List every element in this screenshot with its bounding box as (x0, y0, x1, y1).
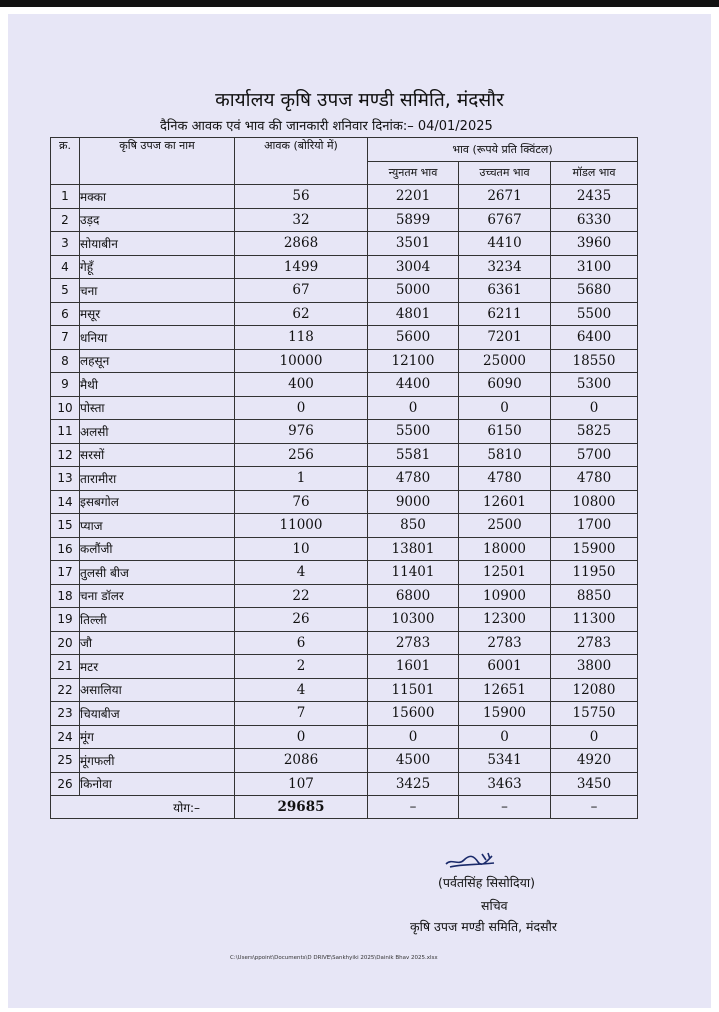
row-arrival: 107 (235, 772, 368, 796)
row-arrival: 2 (235, 655, 368, 679)
top-black-bar (0, 0, 719, 7)
row-min-price: 5581 (368, 443, 459, 467)
row-crop-name: पोस्ता (80, 396, 235, 420)
table-row (51, 608, 638, 632)
row-max-price: 6361 (459, 279, 551, 303)
row-modal-price: 5700 (551, 443, 638, 467)
table-row (51, 678, 638, 702)
row-min-price: 4801 (368, 302, 459, 326)
row-max-price: 2671 (459, 185, 551, 209)
row-crop-name: तुलसी बीज (80, 561, 235, 585)
row-sn: 25 (51, 749, 80, 773)
row-crop-name: मक्का (80, 185, 235, 209)
total-modal: – (551, 796, 638, 819)
row-arrival: 62 (235, 302, 368, 326)
row-max-price: 6150 (459, 420, 551, 444)
mandi-price-table (50, 137, 638, 819)
row-min-price: 3425 (368, 772, 459, 796)
row-crop-name: मूंग (80, 725, 235, 749)
row-sn: 11 (51, 420, 80, 444)
row-min-price: 3004 (368, 255, 459, 279)
table-row (51, 537, 638, 561)
total-row (51, 796, 638, 819)
table-row (51, 631, 638, 655)
row-modal-price: 3450 (551, 772, 638, 796)
row-sn: 10 (51, 396, 80, 420)
row-min-price: 6800 (368, 584, 459, 608)
table-row (51, 772, 638, 796)
row-sn: 3 (51, 232, 80, 256)
header-modal-price: मॉडल भाव (551, 161, 638, 185)
total-arrival: 29685 (235, 796, 368, 819)
row-modal-price: 18550 (551, 349, 638, 373)
row-sn: 26 (51, 772, 80, 796)
row-sn: 18 (51, 584, 80, 608)
row-max-price: 12501 (459, 561, 551, 585)
row-arrival: 118 (235, 326, 368, 350)
row-crop-name: जौ (80, 631, 235, 655)
table-row (51, 467, 638, 491)
table-row (51, 232, 638, 256)
row-min-price: 15600 (368, 702, 459, 726)
row-min-price: 2201 (368, 185, 459, 209)
row-modal-price: 6330 (551, 208, 638, 232)
row-min-price: 11501 (368, 678, 459, 702)
table-body (51, 185, 638, 796)
row-max-price: 3463 (459, 772, 551, 796)
row-arrival: 2868 (235, 232, 368, 256)
row-max-price: 12651 (459, 678, 551, 702)
row-crop-name: मटर (80, 655, 235, 679)
table-row (51, 443, 638, 467)
row-max-price: 3234 (459, 255, 551, 279)
row-arrival: 4 (235, 561, 368, 585)
row-modal-price: 0 (551, 396, 638, 420)
row-max-price: 4780 (459, 467, 551, 491)
row-modal-price: 1700 (551, 514, 638, 538)
row-max-price: 4410 (459, 232, 551, 256)
table-row (51, 326, 638, 350)
row-min-price: 9000 (368, 490, 459, 514)
row-crop-name: सरसों (80, 443, 235, 467)
total-label: योग:– (51, 796, 235, 819)
row-modal-price: 3100 (551, 255, 638, 279)
row-modal-price: 10800 (551, 490, 638, 514)
row-arrival: 6 (235, 631, 368, 655)
row-sn: 15 (51, 514, 80, 538)
header-crop-name: कृषि उपज का नाम (80, 138, 235, 185)
row-sn: 4 (51, 255, 80, 279)
row-crop-name: प्याज (80, 514, 235, 538)
table-row (51, 302, 638, 326)
row-max-price: 12601 (459, 490, 551, 514)
row-max-price: 6767 (459, 208, 551, 232)
row-arrival: 56 (235, 185, 368, 209)
table-row (51, 255, 638, 279)
row-arrival: 2086 (235, 749, 368, 773)
row-crop-name: असालिया (80, 678, 235, 702)
table-row (51, 725, 638, 749)
row-max-price: 5341 (459, 749, 551, 773)
table-row (51, 208, 638, 232)
row-modal-price: 4920 (551, 749, 638, 773)
row-crop-name: सोयाबीन (80, 232, 235, 256)
row-crop-name: किनोवा (80, 772, 235, 796)
row-arrival: 10 (235, 537, 368, 561)
row-crop-name: तारामीरा (80, 467, 235, 491)
row-arrival: 4 (235, 678, 368, 702)
table-row (51, 420, 638, 444)
row-sn: 20 (51, 631, 80, 655)
row-modal-price: 6400 (551, 326, 638, 350)
row-modal-price: 8850 (551, 584, 638, 608)
row-max-price: 2783 (459, 631, 551, 655)
row-arrival: 10000 (235, 349, 368, 373)
total-max: – (459, 796, 551, 819)
row-modal-price: 5500 (551, 302, 638, 326)
row-crop-name: चियाबीज (80, 702, 235, 726)
signatory-office: कृषि उपज मण्डी समिति, मंदसौर (410, 919, 557, 934)
table-row (51, 185, 638, 209)
row-min-price: 4400 (368, 373, 459, 397)
row-sn: 7 (51, 326, 80, 350)
row-min-price: 12100 (368, 349, 459, 373)
row-modal-price: 2783 (551, 631, 638, 655)
row-max-price: 6001 (459, 655, 551, 679)
table-row (51, 655, 638, 679)
row-crop-name: मूंगफली (80, 749, 235, 773)
row-crop-name: लहसून (80, 349, 235, 373)
row-crop-name: चना (80, 279, 235, 303)
table-row (51, 584, 638, 608)
table-row (51, 349, 638, 373)
row-min-price: 4780 (368, 467, 459, 491)
table-row (51, 514, 638, 538)
header-sn: क्र. (51, 138, 80, 185)
row-arrival: 1499 (235, 255, 368, 279)
row-min-price: 4500 (368, 749, 459, 773)
row-modal-price: 15750 (551, 702, 638, 726)
signatory-designation: सचिव (481, 898, 508, 913)
row-max-price: 10900 (459, 584, 551, 608)
row-arrival: 256 (235, 443, 368, 467)
row-modal-price: 11300 (551, 608, 638, 632)
row-modal-price: 3800 (551, 655, 638, 679)
row-modal-price: 3960 (551, 232, 638, 256)
document-title: कार्यालय कृषि उपज मण्डी समिति, मंदसौर (215, 89, 504, 111)
row-crop-name: उड़द (80, 208, 235, 232)
row-crop-name: अलसी (80, 420, 235, 444)
row-sn: 24 (51, 725, 80, 749)
header-price-group: भाव (रूपये प्रति क्विंटल) (368, 138, 638, 162)
row-crop-name: कलौंजी (80, 537, 235, 561)
row-min-price: 0 (368, 725, 459, 749)
row-arrival: 1 (235, 467, 368, 491)
row-sn: 19 (51, 608, 80, 632)
table-row (51, 490, 638, 514)
document-subtitle: दैनिक आवक एवं भाव की जानकारी शनिवार दिनांक:– 04/01/2025 (160, 119, 493, 134)
total-min: – (368, 796, 459, 819)
row-max-price: 5810 (459, 443, 551, 467)
row-sn: 21 (51, 655, 80, 679)
row-max-price: 18000 (459, 537, 551, 561)
row-sn: 5 (51, 279, 80, 303)
row-arrival: 11000 (235, 514, 368, 538)
row-arrival: 7 (235, 702, 368, 726)
row-modal-price: 0 (551, 725, 638, 749)
row-min-price: 3501 (368, 232, 459, 256)
row-sn: 1 (51, 185, 80, 209)
row-arrival: 400 (235, 373, 368, 397)
row-arrival: 26 (235, 608, 368, 632)
row-modal-price: 5300 (551, 373, 638, 397)
row-sn: 8 (51, 349, 80, 373)
row-min-price: 11401 (368, 561, 459, 585)
row-sn: 2 (51, 208, 80, 232)
row-modal-price: 2435 (551, 185, 638, 209)
row-max-price: 12300 (459, 608, 551, 632)
row-max-price: 0 (459, 725, 551, 749)
row-sn: 13 (51, 467, 80, 491)
row-arrival: 32 (235, 208, 368, 232)
row-max-price: 6090 (459, 373, 551, 397)
row-modal-price: 15900 (551, 537, 638, 561)
header-min-price: न्युनतम भाव (368, 161, 459, 185)
row-min-price: 2783 (368, 631, 459, 655)
row-arrival: 67 (235, 279, 368, 303)
row-sn: 17 (51, 561, 80, 585)
row-arrival: 22 (235, 584, 368, 608)
row-min-price: 13801 (368, 537, 459, 561)
row-modal-price: 12080 (551, 678, 638, 702)
row-min-price: 5600 (368, 326, 459, 350)
row-min-price: 5000 (368, 279, 459, 303)
row-min-price: 850 (368, 514, 459, 538)
row-max-price: 25000 (459, 349, 551, 373)
row-max-price: 0 (459, 396, 551, 420)
table-row (51, 373, 638, 397)
header-max-price: उच्चतम भाव (459, 161, 551, 185)
row-sn: 6 (51, 302, 80, 326)
row-arrival: 976 (235, 420, 368, 444)
row-arrival: 76 (235, 490, 368, 514)
row-min-price: 0 (368, 396, 459, 420)
signatory-name: (पर्वतसिंह सिसोदिया) (438, 875, 535, 890)
row-min-price: 10300 (368, 608, 459, 632)
row-arrival: 0 (235, 725, 368, 749)
row-crop-name: इसबगोल (80, 490, 235, 514)
row-sn: 16 (51, 537, 80, 561)
row-sn: 23 (51, 702, 80, 726)
row-modal-price: 5680 (551, 279, 638, 303)
row-crop-name: मैथी (80, 373, 235, 397)
row-crop-name: धनिया (80, 326, 235, 350)
table-row (51, 749, 638, 773)
row-sn: 12 (51, 443, 80, 467)
row-modal-price: 11950 (551, 561, 638, 585)
row-max-price: 2500 (459, 514, 551, 538)
table-row (51, 396, 638, 420)
row-crop-name: तिल्ली (80, 608, 235, 632)
table-row (51, 279, 638, 303)
row-sn: 22 (51, 678, 80, 702)
file-path-footer: C:\Users\ppoint\Documents\D DRIVE\Sankhyiki 2025\Dainik Bhav 2025.xlsx (230, 955, 438, 961)
row-min-price: 1601 (368, 655, 459, 679)
header-arrival: आवक (बोरियो में) (235, 138, 368, 185)
signature-scribble (442, 850, 502, 872)
row-max-price: 6211 (459, 302, 551, 326)
row-sn: 9 (51, 373, 80, 397)
row-max-price: 7201 (459, 326, 551, 350)
row-min-price: 5500 (368, 420, 459, 444)
row-modal-price: 5825 (551, 420, 638, 444)
row-modal-price: 4780 (551, 467, 638, 491)
row-min-price: 5899 (368, 208, 459, 232)
row-crop-name: गेहूँ (80, 255, 235, 279)
row-arrival: 0 (235, 396, 368, 420)
row-max-price: 15900 (459, 702, 551, 726)
table-row (51, 702, 638, 726)
table-row (51, 561, 638, 585)
row-crop-name: चना डॉलर (80, 584, 235, 608)
row-sn: 14 (51, 490, 80, 514)
row-crop-name: मसूर (80, 302, 235, 326)
